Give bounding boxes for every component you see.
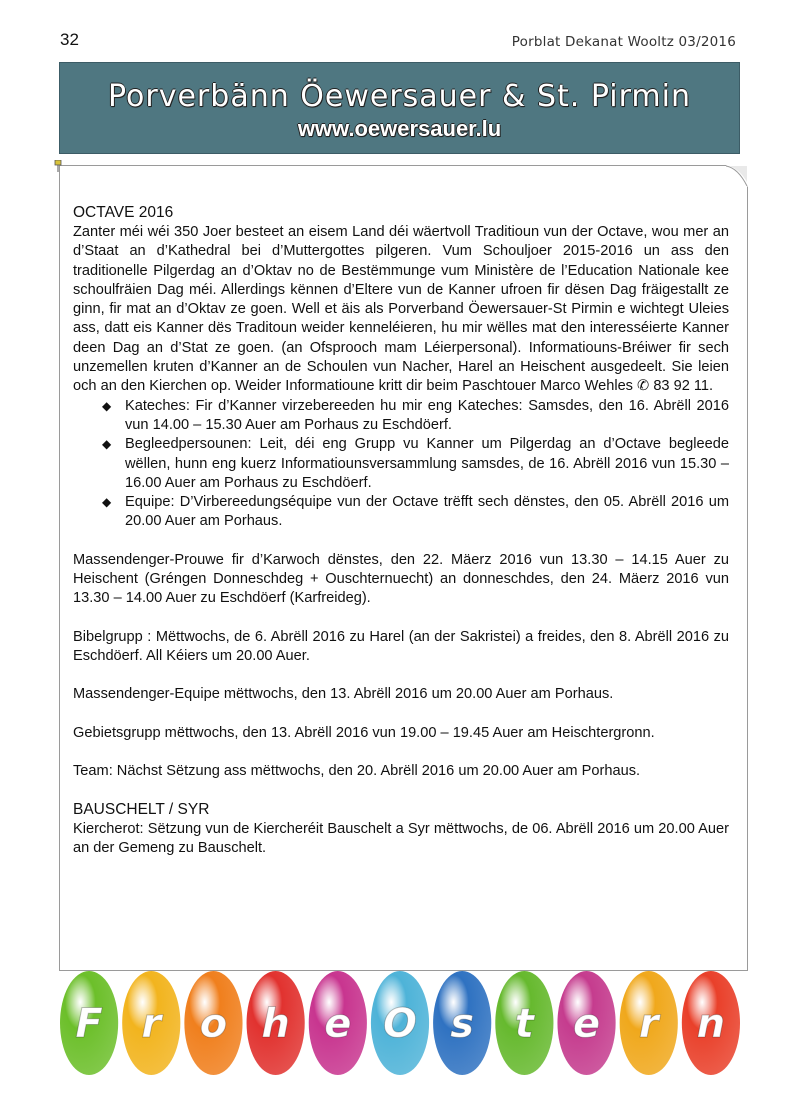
- announcement-label: Kiercherot: [73, 821, 140, 838]
- bullet-item: [102, 493, 729, 532]
- banner-url[interactable]: www.oewersauer.lu: [297, 116, 502, 141]
- diamond-bullet-icon: ◆: [102, 495, 112, 510]
- egg-letter: e: [572, 1001, 601, 1047]
- egg-letter: n: [696, 1001, 726, 1047]
- announcement-text: mëttwochs, den 13. Abrëll 2016 vun 19.00 – 19.45 Auer am Heischtergronn.: [160, 724, 655, 741]
- announcement: [73, 762, 729, 781]
- egg-letter: e: [324, 1001, 352, 1047]
- section-title-octave: OCTAVE 2016: [73, 204, 174, 221]
- announcement-text: : Nächst Sëtzung ass mëttwochs, den 20. Abrëll 2016 um 20.00 Auer am Porhaus.: [108, 762, 641, 779]
- announcement-label: Gebietsgrupp: [73, 724, 161, 741]
- egg-letter: r: [141, 1001, 162, 1047]
- announcement-text: : Sëtzung vun de Kiercheréit Bauschelt a Syr mëttwochs, de 06. Abrëll 2016 um 20.00 Auer an der Gemeng zu Bauschelt.: [73, 821, 729, 857]
- issue-info: Porblat Dekanat Wooltz 03/2016: [511, 34, 736, 50]
- diamond-bullet-icon: ◆: [102, 437, 112, 452]
- bullet-text: : D’Virbereedungséquipe vun der Octave trëfft sech dënstes, den 05. Abrëll 2016 um 20.00 Auer am Porhaus.: [125, 494, 729, 530]
- egg-letter: F: [75, 1001, 103, 1047]
- announcement-label: Massendenger-Equipe: [73, 686, 220, 703]
- announcement: [73, 724, 729, 743]
- announcement-text: fir d’Karwoch dënstes, den 22. Mäerz 2016 vun 13.30 – 14.15 Auer zu Heischent (Gréngen Donneschdeg + Ouschternuecht) an donneschdes, den 24. Mäerz 2016 vun 13.30 – 14.00 Auer zu Eschdöerf (Karfreideg).: [73, 551, 729, 607]
- announcement-label: Massendenger-Prouwe: [73, 551, 224, 568]
- pin-icon: [53, 160, 63, 172]
- announcement-label: Bibelgrupp: [73, 628, 143, 645]
- announcement-text: mëttwochs, den 13. Abrëll 2016 um 20.00 Auer am Porhaus.: [219, 686, 614, 703]
- announcement-label: Team: [73, 762, 109, 779]
- page-number: 32: [60, 30, 79, 49]
- announcement: [73, 628, 729, 667]
- bullet-text: : Fir d’Kanner virzebereeden hu mir eng Kateches: Samsdes, den 16. Abrëll 2016 vun 14.00 – 15.30 Auer am Porhaus zu Eschdöerf.: [125, 397, 729, 433]
- octave-paragraph: Zanter méi wéi 350 Joer besteet an eisem Land déi wäertvoll Traditioun vun der Octave, wou mer an d’Staat an d’Kathedral bei d’Muttergottes pilgeren. Vum Schouljoer 2015-2016 un ass den traditionelle Pilgerdag an d’Oktav no de Bestëmmunge vum Ministère de l’Education Nationale kee schoulfräien Dag méi. Allerdings kënnen d’Eltere vun de Kanner ufroen fir dësen Dag fräigestallt ze ginn, fir mat an d’Oktav ze goen. Well et äis als Porverband Öewersauer-St Pirmin e wichtegt Uleies ass, datt eis Kanner dës Traditoun weider kenneléieren, hu mir wëlles mat den interesséierte Kanner deen Dag an d’Stat ze goen. (an Ofsprooch mam Léierpersonal). Informatiouns-Bréiwer fir sech unzemellen kruten d’Kanner an de Schoulen vun Nacher, Harel an Heischent ausgedeelt. Sie leien och an den Kierchen op. Weider Informatioune kritt dir beim Paschtouer Marco Wehles ✆ 83 92 11.: [73, 224, 729, 395]
- octave-bullet-list: [73, 397, 729, 532]
- article-body: [73, 203, 729, 859]
- bullet-label: Kateches: [125, 397, 186, 414]
- banner-title: Porverbänn Öewersauer & St. Pirmin: [108, 79, 691, 114]
- egg-letter: o: [199, 1001, 228, 1047]
- bullet-label: Begleedpersounen: [125, 436, 248, 453]
- section-title-bauschelt: BAUSCHELT / SYR: [73, 801, 210, 819]
- egg-letter: s: [450, 1001, 475, 1047]
- announcement: [73, 685, 729, 704]
- bullet-label: Equipe: [125, 494, 171, 511]
- bullet-item: [102, 435, 729, 493]
- bullet-text: : Leit, déi eng Grupp vu Kanner um Pilgerdag an d’Octave begleede wëllen, hunn eng kuerz Informatiounsversammlung samsdes, de 16. Abrëll 2016 vun 15.30 – 16.00 Auer am Porhaus zu Eschdöerf.: [125, 436, 729, 491]
- bauschelt-paragraph: [73, 820, 729, 859]
- announcement: [73, 551, 729, 609]
- egg-letter: t: [514, 1001, 534, 1047]
- page-curl-icon: [726, 165, 748, 187]
- frohe-ostern-banner: [58, 965, 742, 1083]
- egg-letter: r: [638, 1001, 659, 1047]
- diamond-bullet-icon: ◆: [102, 398, 112, 413]
- bullet-item: [102, 397, 729, 436]
- announcement-text: : Mëttwochs, de 6. Abrëll 2016 zu Harel (an der Sakristei) a freides, den 8. Abrëll 2016 zu Eschdöerf. All Kéiers um 20.00 Auer.: [73, 628, 729, 664]
- title-banner: [59, 62, 740, 154]
- egg-letter: h: [261, 1001, 290, 1047]
- egg-letter: O: [382, 1001, 418, 1047]
